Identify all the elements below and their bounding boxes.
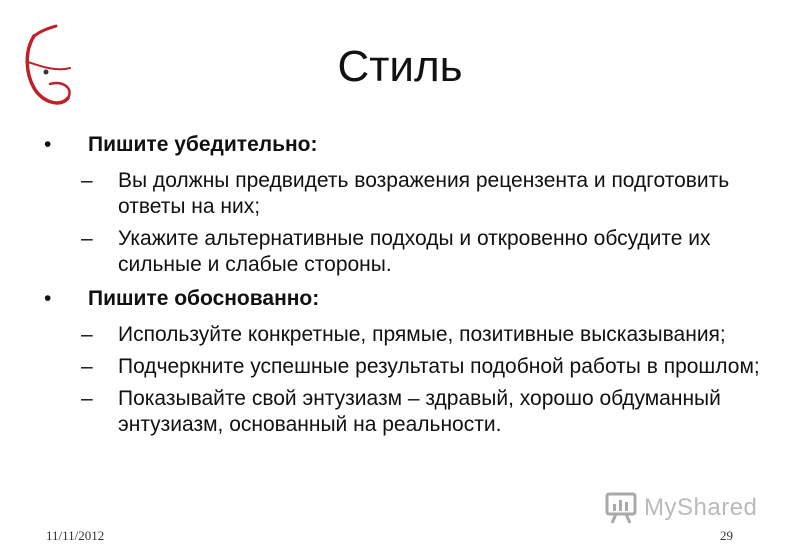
sub-item-text: Показывайте свой энтузиазм – здравый, хорошо обдуманный энтузиазм, основанный на реальности. [118,387,721,436]
bullet-item [40,132,760,158]
dash-mark: – [81,323,93,346]
page-number: 29 [720,528,733,543]
watermark-text: MyShared [644,494,758,521]
sub-item-text: Вы должны предвидеть возражения рецензента и подготовить ответы на них; [118,169,730,218]
sub-item-text: Используйте конкретные, прямые, позитивные высказывания; [118,323,726,346]
slide-content [40,132,760,438]
sub-item [40,226,760,278]
dash-mark: – [81,227,93,250]
dash-mark: – [81,387,93,410]
bullet-mark: • [44,133,52,156]
footer-date: 11/11/2012 [46,528,105,543]
sub-item [40,322,760,348]
bullet-text: Пишите обоснованно: [88,287,320,310]
watermark [604,488,757,528]
bullet-mark: • [44,287,52,310]
sub-item [40,354,760,380]
dash-mark: – [81,169,93,192]
sub-item [40,168,760,220]
sub-item [40,386,760,438]
dash-mark: – [81,355,93,378]
slide-title: Стиль [337,42,463,91]
presentation-board-icon [604,491,638,525]
bullet-item [40,286,760,312]
bullet-text: Пишите убедительно: [88,133,318,156]
sub-item-text: Подчеркните успешные результаты подобной работы в прошлом; [118,355,760,378]
sub-item-text: Укажите альтернативные подходы и откровенно обсудите их сильные и слабые стороны. [118,227,711,276]
